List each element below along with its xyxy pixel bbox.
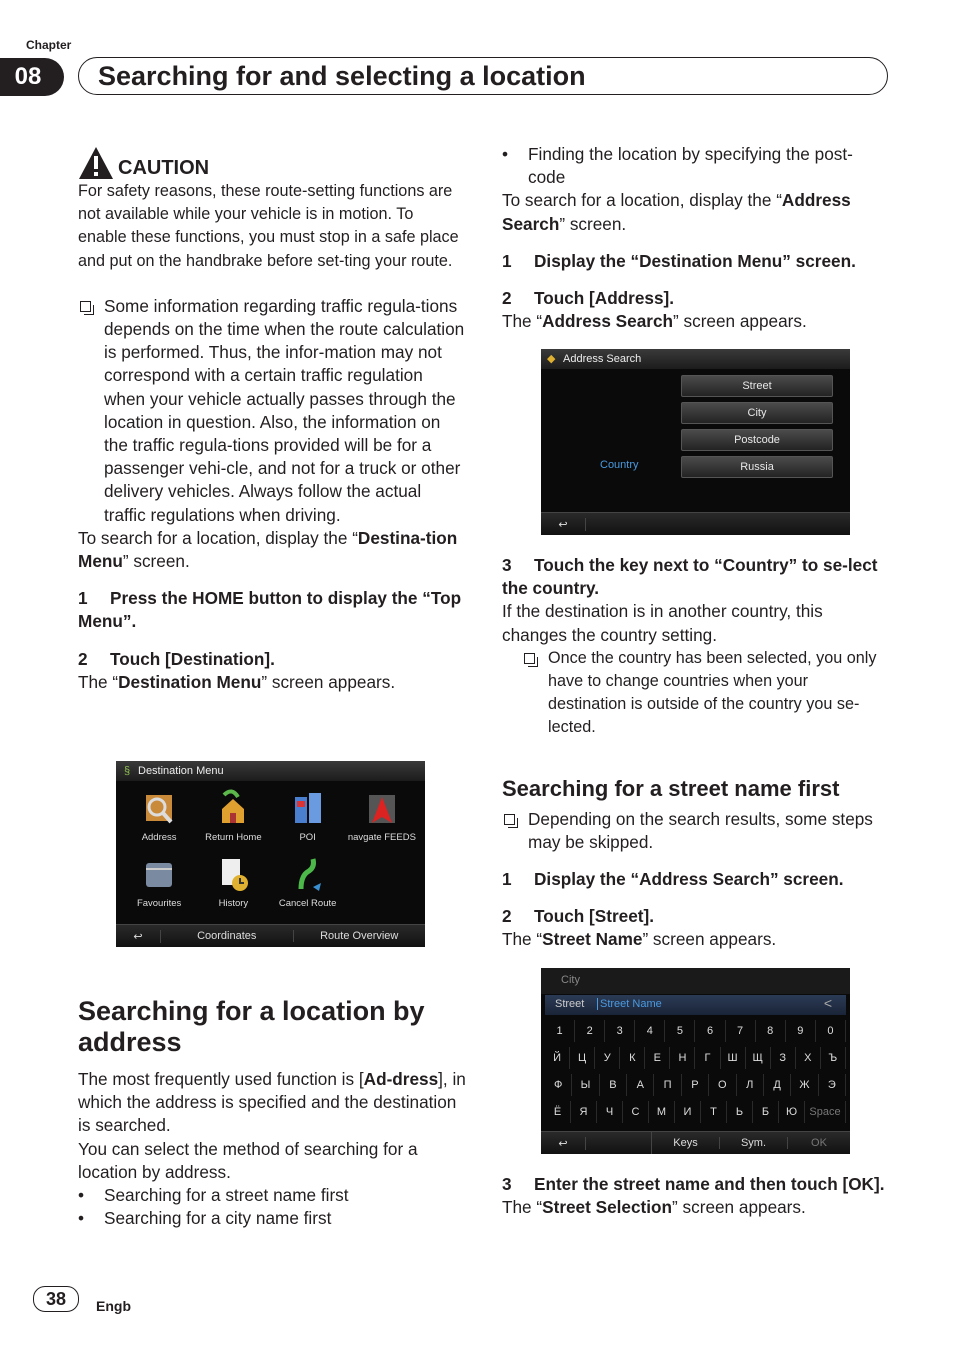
right-step-3-result: If the destination is in another country, this changes the country setting. [502,601,823,645]
favourites-icon [142,855,176,893]
chapter-title: Searching for and selecting a location [98,61,586,91]
keyboard-key[interactable]: К [620,1047,645,1069]
feeds-icon [365,789,399,827]
city-label: City [561,974,580,986]
address-search-bottom-bar [541,512,850,535]
keyboard-key[interactable]: Р [682,1074,709,1096]
dest-menu-grid [122,785,419,909]
right-step-2-result: The “Address Search” screen appears. [502,311,807,332]
keyboard-key[interactable]: Ж [791,1074,818,1096]
history-icon [216,855,250,893]
back-icon[interactable]: ↩ [541,518,586,531]
keyboard-key[interactable]: О [709,1074,736,1096]
backspace-icon[interactable]: < [823,995,832,1011]
menu-item-label: Favourites [136,898,182,909]
keyboard-key[interactable]: С [623,1101,649,1123]
keyboard-key[interactable]: Щ [746,1047,771,1069]
keyboard-key[interactable]: 6 [695,1020,725,1042]
left-step-1: 1 Press the HOME button to display the “Top Menu”. [78,588,462,632]
dest-menu-titlebar [116,761,425,781]
city-button[interactable]: City [681,402,833,424]
keys-button[interactable]: Keys [652,1137,720,1149]
note-traffic [78,295,466,527]
street-label: Street [555,998,585,1010]
left-intro: To search for a location, display the “Destina-tion Menu” screen. [78,527,458,572]
keyboard-key[interactable]: Ч [597,1101,623,1123]
keyboard-key[interactable]: Ь [727,1101,753,1123]
keyboard-key[interactable]: 8 [756,1020,786,1042]
left-section [78,996,466,1230]
keyboard-key[interactable]: 0 [816,1020,846,1042]
home-icon [216,789,250,827]
keyboard-key[interactable]: Д [764,1074,791,1096]
street-step-1: 1 Display the “Address Search” screen. [502,869,844,890]
keyboard-row-digits [545,1020,846,1042]
subsection-title: Searching for a street name first [502,775,840,801]
keyboard-key[interactable]: Ю [779,1101,805,1123]
keyboard-key[interactable]: 9 [786,1020,816,1042]
keyboard-key[interactable]: Space [805,1101,846,1123]
street-step-3: 3 Enter the street name and then touch [OK]. [502,1174,885,1194]
dest-menu-title: Destination Menu [138,765,224,777]
keyboard-key[interactable]: 2 [575,1020,605,1042]
back-icon[interactable]: ↩ [541,1137,586,1150]
keyboard-key[interactable]: Е [645,1047,670,1069]
keyboard-key[interactable]: Ъ [821,1047,846,1069]
country-button[interactable]: Russia [681,456,833,478]
note-skip-text: Depending on the search results, some steps may be skipped. [528,808,873,852]
nav-logo-icon: § [124,765,131,777]
menu-item-return-home[interactable] [196,785,270,843]
country-label: Country [600,459,639,471]
back-icon[interactable]: ↩ [116,930,161,943]
street-step-2-result: The “Street Name” screen appears. [502,929,777,950]
address-search-titlebar [541,349,850,369]
page-number: 38 [33,1286,79,1312]
keyboard-key[interactable]: П [654,1074,681,1096]
note-box-icon [80,301,91,312]
keyboard-key[interactable]: 4 [635,1020,665,1042]
empty-slot [586,1132,652,1154]
menu-item-cancel-route[interactable] [271,851,345,909]
menu-item-poi[interactable] [271,785,345,843]
address-search-title: Address Search [563,353,642,365]
note-box-icon [504,814,515,825]
right-step-2: 2 Touch [Address]. [502,288,675,309]
caution-heading [78,146,466,180]
keyboard-key[interactable]: Б [753,1101,779,1123]
note-box-icon [524,653,535,664]
warning-icon [78,146,114,180]
street-name-bottom-bar [541,1131,850,1154]
route-overview-button[interactable]: Route Overview [320,930,399,942]
keyboard-key[interactable]: 1 [545,1020,575,1042]
right-column-bottom [502,1173,888,1219]
address-icon [142,789,176,827]
keyboard-key[interactable]: Ф [545,1074,572,1096]
keyboard-row-2 [545,1047,846,1069]
address-search-screen [541,349,850,535]
ok-button[interactable]: OK [811,1137,827,1149]
postcode-button[interactable]: Postcode [681,429,833,451]
keyboard-key[interactable]: Ы [572,1074,599,1096]
keyboard-key[interactable]: В [600,1074,627,1096]
language-code: Engb [96,1298,131,1314]
destination-menu-screen [116,761,425,947]
keyboard-key[interactable]: И [675,1101,701,1123]
note-country [522,647,888,740]
right-step-1: 1 Display the “Destination Menu” screen. [502,250,856,271]
keyboard-key[interactable]: 3 [605,1020,635,1042]
sym-button[interactable]: Sym. [720,1137,788,1149]
right-step-3: 3 Touch the key next to “Country” to se-lect the country. [502,555,878,599]
keyboard-key[interactable]: Э [819,1074,846,1096]
list-item: • Searching for a street name first [78,1185,349,1206]
keyboard-key[interactable]: Н [670,1047,695,1069]
note-skip [502,808,888,854]
street-step-2: 2 Touch [Street]. [502,906,654,927]
left-column [78,146,466,694]
menu-item-label: Address [141,832,177,843]
list-item: • Finding the location by specifying the post-code [502,144,853,188]
poi-icon [291,789,325,827]
menu-item-favourites[interactable] [122,851,196,909]
keyboard-key[interactable]: Ё [545,1101,571,1123]
caution-text: For safety reasons, these route-setting functions are not available while your vehicle is in motion. To enable these functions, you must stop in a safe place and put on the handbrake before set-ting your route. [78,182,459,270]
right-column-middle [502,554,888,952]
keyboard-key[interactable]: Ц [570,1047,595,1069]
keyboard-key[interactable]: З [771,1047,796,1069]
menu-item-navgate-feeds[interactable] [345,785,419,843]
keyboard-key[interactable]: Г [695,1047,720,1069]
keyboard-key[interactable]: Л [737,1074,764,1096]
note-country-text: Once the country has been selected, you only have to change countries when your destination is outside of the country you se-lected. [548,648,877,737]
section-paragraph-1: The most frequently used function is [Ad-dress], in which the address is specified and the destination is searched. [78,1069,466,1136]
keyboard-key[interactable]: А [627,1074,654,1096]
menu-item-label: POI [299,832,316,843]
keyboard-key[interactable]: Х [796,1047,821,1069]
right-column-top [502,143,888,333]
menu-item-label: Cancel Route [278,898,337,909]
keyboard-key[interactable]: Ш [721,1047,746,1069]
chapter-label: Chapter [26,38,72,52]
coordinates-button[interactable]: Coordinates [161,930,294,942]
list-item: • Searching for a city name first [78,1208,332,1229]
left-step-2-result: The “Destination Menu” screen appears. [78,671,396,692]
left-step-2: 2 Touch [Destination]. [78,648,275,669]
section-title: Searching for a location by address [78,996,425,1057]
chapter-number: 08 [0,58,64,96]
menu-item-label: Return Home [205,832,262,843]
address-icon: ◆ [547,353,556,365]
menu-item-history[interactable] [196,851,270,909]
street-name-screen [541,968,850,1154]
menu-item-label: navgate FEEDS [347,832,416,843]
dest-menu-bottom-bar [116,924,425,947]
keyboard-row-4 [545,1101,846,1123]
caution-title: CAUTION [118,156,210,179]
street-name-input[interactable]: Street Name [597,998,662,1010]
keyboard-key[interactable]: 5 [665,1020,695,1042]
keyboard-row-3 [545,1074,846,1096]
keyboard-key[interactable]: Я [571,1101,597,1123]
keyboard-key[interactable]: 7 [726,1020,756,1042]
note-traffic-text: Some information regarding traffic regula-tions depends on the time when the route calculation is performed. Thus, the infor-mation may not correspond with a certain traffic regulation when your vehicle actually passes through the location in question. Also, the information on the traffic regula-tions provided will be for a passenger vehi-cle, and not for a truck or other delivery vehicles. Always follow the actual traffic regulations when driving. [104,295,465,525]
keyboard-key[interactable]: М [649,1101,675,1123]
menu-item-address[interactable] [122,785,196,843]
street-input-row[interactable] [545,995,846,1015]
section-paragraph-2: You can select the method of searching for a location by address. [78,1138,418,1182]
cancel-route-icon [291,855,325,893]
menu-item-label: History [218,898,249,909]
right-intro: To search for a location, display the “Address Search” screen. [502,190,851,234]
street-step-3-result: The “Street Selection” screen appears. [502,1197,806,1218]
street-button[interactable]: Street [681,375,833,397]
keyboard-key[interactable]: Й [545,1047,570,1069]
keyboard-key[interactable]: Т [701,1101,727,1123]
keyboard-key[interactable]: У [595,1047,620,1069]
city-row [541,968,850,994]
